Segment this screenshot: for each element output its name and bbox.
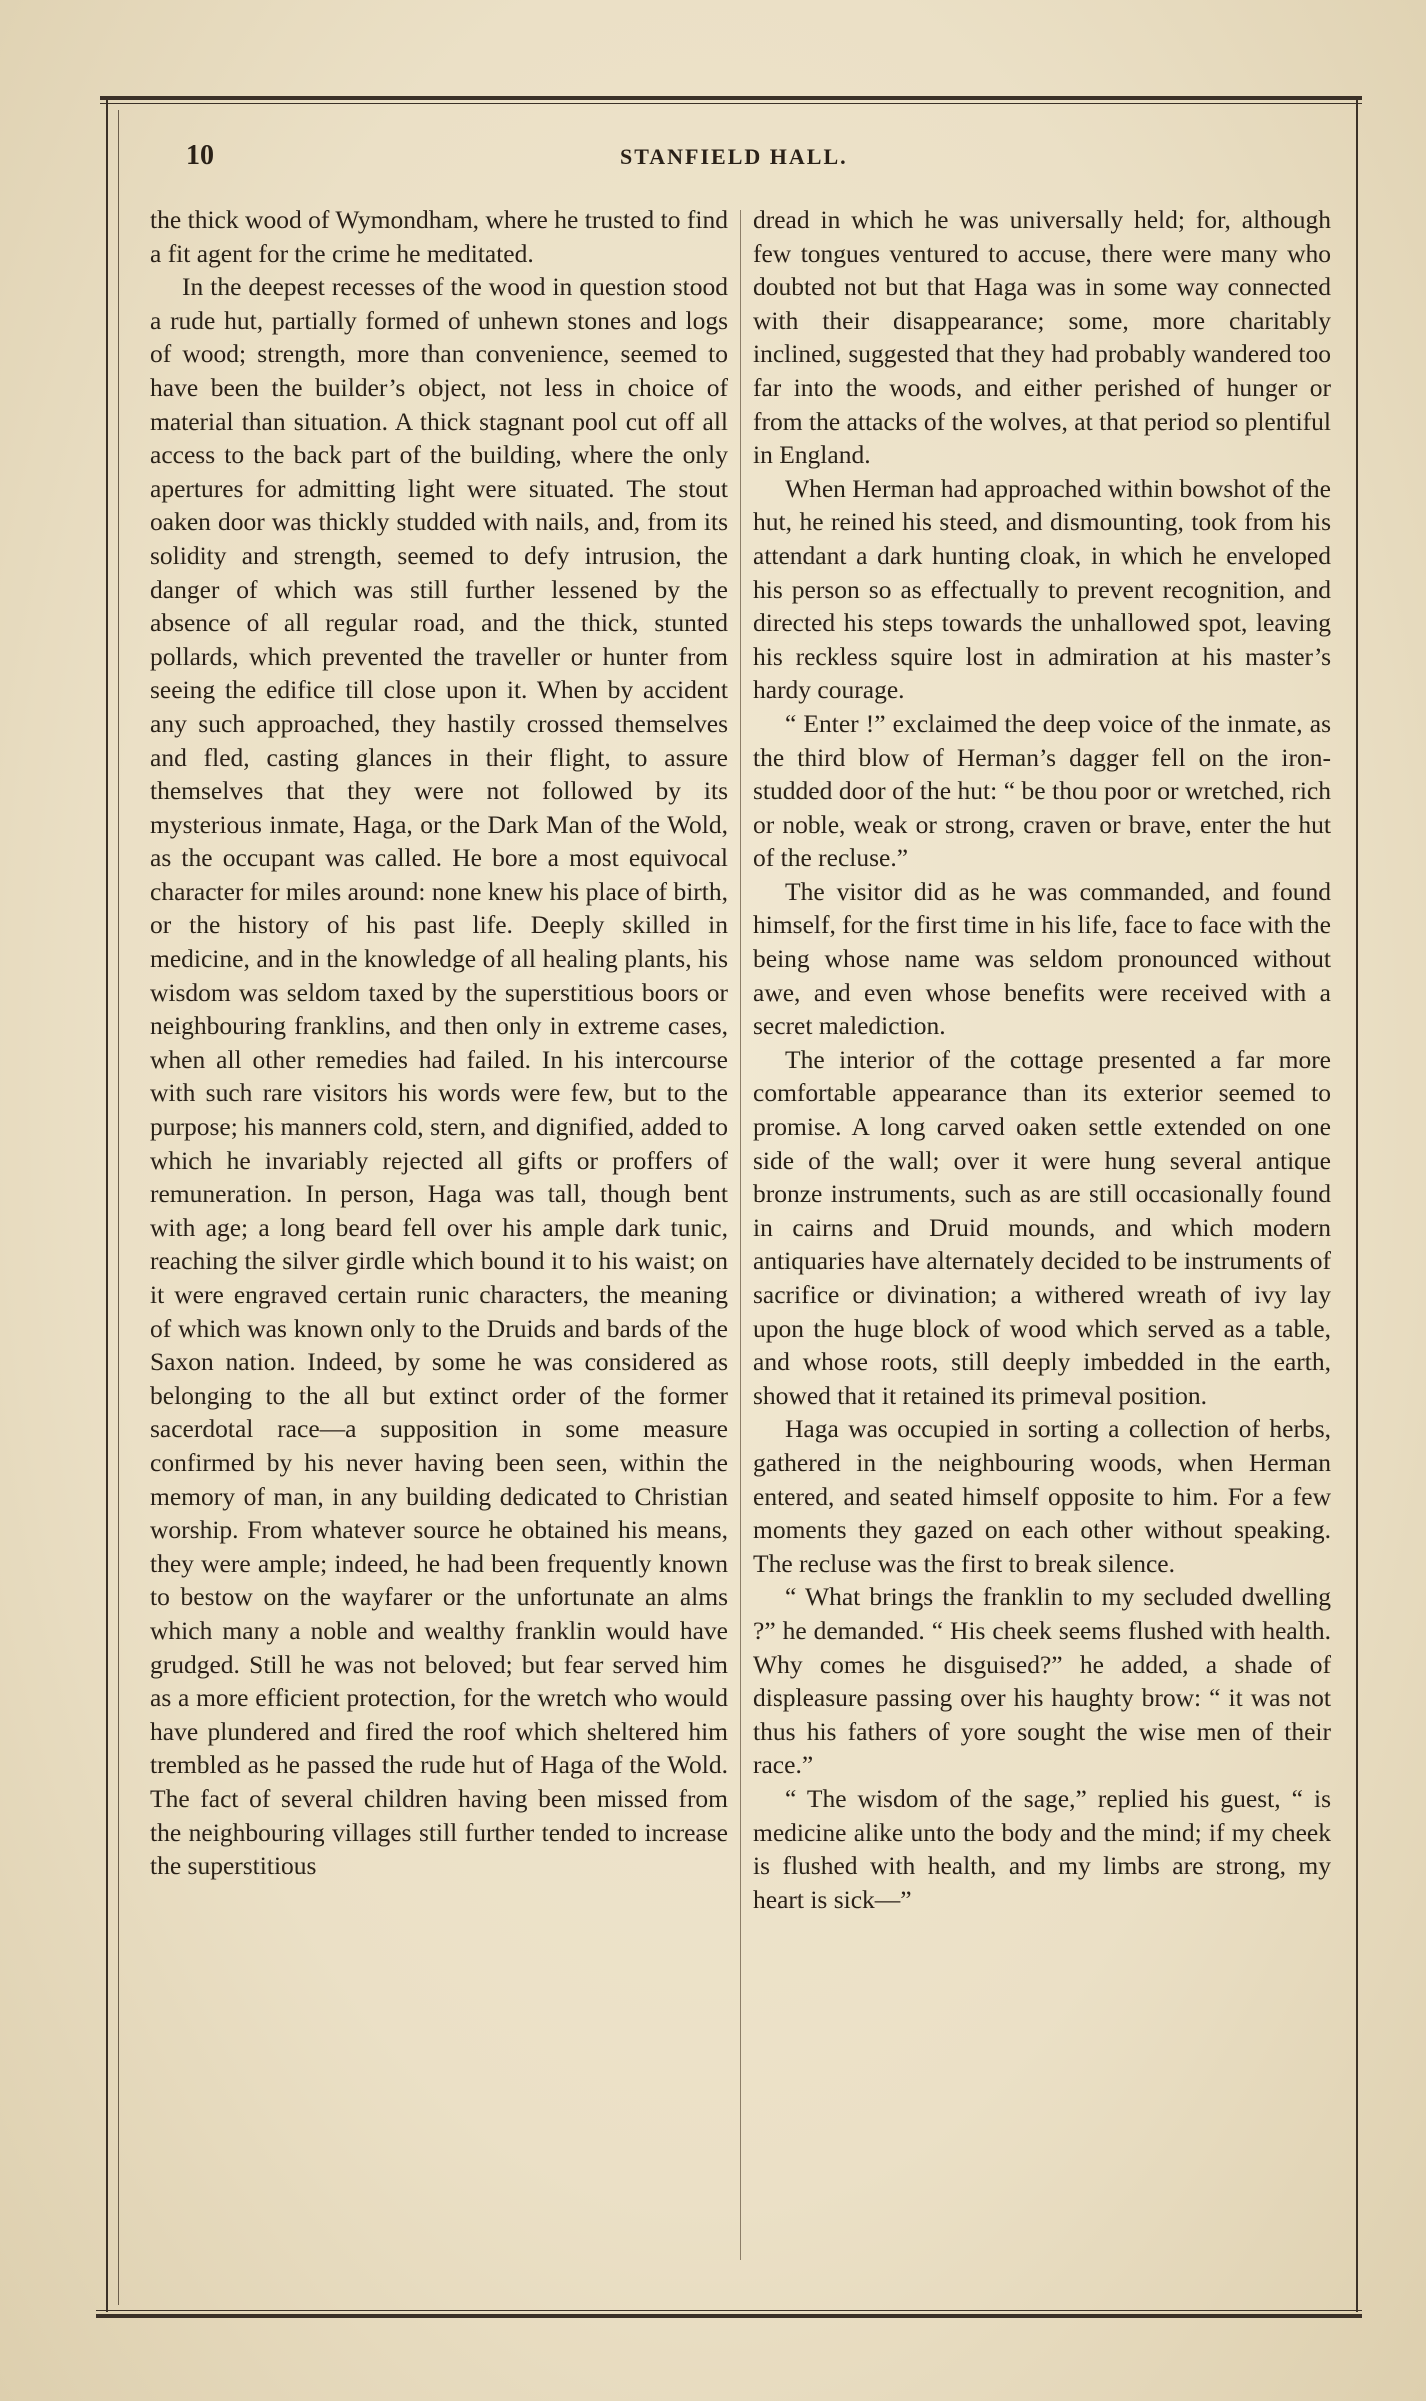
- right-paragraph-1: dread in which he was universally held; for, although few tongues ventured to accuse, there were many who doubted not but that Haga was in some way connected with their disappearance; some, more charitably inclined, suggested that they had probably wandered too far into the woods, and either perished of hunger or from the attacks of the wolves, at that period so plentiful in England.: [753, 205, 1331, 470]
- left-paragraph-1: the thick wood of Wymondham, where he trusted to find a fit agent for the crime he meditated.: [150, 205, 728, 268]
- right-column: [753, 203, 1331, 2253]
- running-title: STANFIELD HALL.: [620, 144, 848, 169]
- left-paragraph-2: In the deepest recesses of the wood in question stood a rude hut, partially formed of unhewn stones and logs of wood; strength, more than convenience, seemed to have been the builder’s object, not less in choice of material than situation. A thick stagnant pool cut off all access to the back part of the building, where the only apertures for admitting light were situated. The stout oaken door was thickly studded with nails, and, from its solidity and strength, seemed to defy intrusion, the danger of which was still further lessened by the absence of all regular road, and the thick, stunted pollards, which prevented the traveller or hunter from seeing the edifice till close upon it. When by accident any such approached, they hastily crossed themselves and fled, casting glances in their flight, to assure themselves that they were not followed by its mysterious inmate, Haga, or the Dark Man of the Wold, as the occupant was called. He bore a most equivocal character for miles around: none knew his place of birth, or the history of his past life. Deeply skilled in medicine, and in the knowledge of all healing plants, his wisdom was seldom taxed by the superstitious boors or neighbouring franklins, and then only in extreme cases, when all other remedies had failed. In his intercourse with such rare visitors his words were few, but to the purpose; his manners cold, stern, and dignified, added to which he invariably rejected all gifts or proffers of remuneration. In person, Haga was tall, though bent with age; a long beard fell over his ample dark tunic, reaching the silver girdle which bound it to his waist; on it were engraved certain runic characters, the meaning of which was known only to the Druids and bards of the Saxon nation. Indeed, by some he was considered as belonging to the all but extinct order of the former sacerdotal race—a supposition in some measure confirmed by his never having been seen, within the memory of man, in any building dedicated to Christian worship. From whatever source he obtained his means, they were ample; indeed, he had been frequently known to bestow on the wayfarer or the unfortunate an alms which many a noble and wealthy franklin would have grudged. Still he was not beloved; but fear served him as a more efficient protection, for the wretch who would have plundered and fired the roof which sheltered him trembled as he passed the rude hut of Haga of the Wold. The fact of several children having been missed from the neighbouring villages still further tended to increase the superstitious: [150, 272, 728, 1881]
- left-inner-border: [118, 110, 119, 2305]
- right-paragraph-3: “ Enter !” exclaimed the deep voice of the inmate, as the third blow of Herman’s dagger fell on the iron-studded door of the hut: “ be thou poor or wretched, rich or noble, weak or strong, craven or brave, enter the hut of the recluse.”: [753, 708, 1331, 873]
- column-divider: [740, 210, 741, 2260]
- left-column: [150, 203, 728, 2253]
- right-paragraph-8: “ The wisdom of the sage,” replied his guest, “ is medicine alike unto the body and the mind; if my cheek is flushed with health, and my limbs are strong, my heart is sick—”: [753, 1783, 1331, 1914]
- top-rule: [100, 96, 1362, 104]
- bottom-rule: [96, 2310, 1362, 2318]
- right-paragraph-7: “ What brings the franklin to my secluded dwelling ?” he demanded. “ His cheek seems flushed with health. Why comes he disguised?” he added, a shade of displeasure passing over his haughty brow: “ it was not thus his fathers of yore sought the wise men of their race.”: [753, 1582, 1331, 1780]
- left-border: [106, 100, 108, 2312]
- page-header: [140, 140, 1340, 180]
- right-paragraph-5: The interior of the cottage presented a far more comfortable appearance than its exterior seemed to promise. A long carved oaken settle extended on one side of the wall; over it were hung several antique bronze instruments, such as are still occasionally found in cairns and Druid mounds, and which modern antiquaries have alternately decided to be instruments of sacrifice or divination; a withered wreath of ivy lay upon the huge block of wood which served as a table, and whose roots, still deeply imbedded in the earth, showed that it retained its primeval position.: [753, 1044, 1331, 1410]
- right-border: [1356, 100, 1358, 2312]
- right-paragraph-6: Haga was occupied in sorting a collection of herbs, gathered in the neighbouring woods, when Herman entered, and seated himself opposite to him. For a few moments they gazed on each other without speaking. The recluse was the first to break silence.: [753, 1414, 1331, 1578]
- right-paragraph-4: The visitor did as he was commanded, and found himself, for the first time in his life, face to face with the being whose name was seldom pronounced without awe, and even whose benefits were received with a secret malediction.: [753, 876, 1331, 1041]
- page-number: 10: [186, 140, 214, 171]
- right-paragraph-2: When Herman had approached within bowshot of the hut, he reined his steed, and dismounting, took from his attendant a dark hunting cloak, in which he enveloped his person so as effectually to prevent recognition, and directed his steps towards the unhallowed spot, leaving his reckless squire lost in admiration at his master’s hardy courage.: [753, 473, 1331, 705]
